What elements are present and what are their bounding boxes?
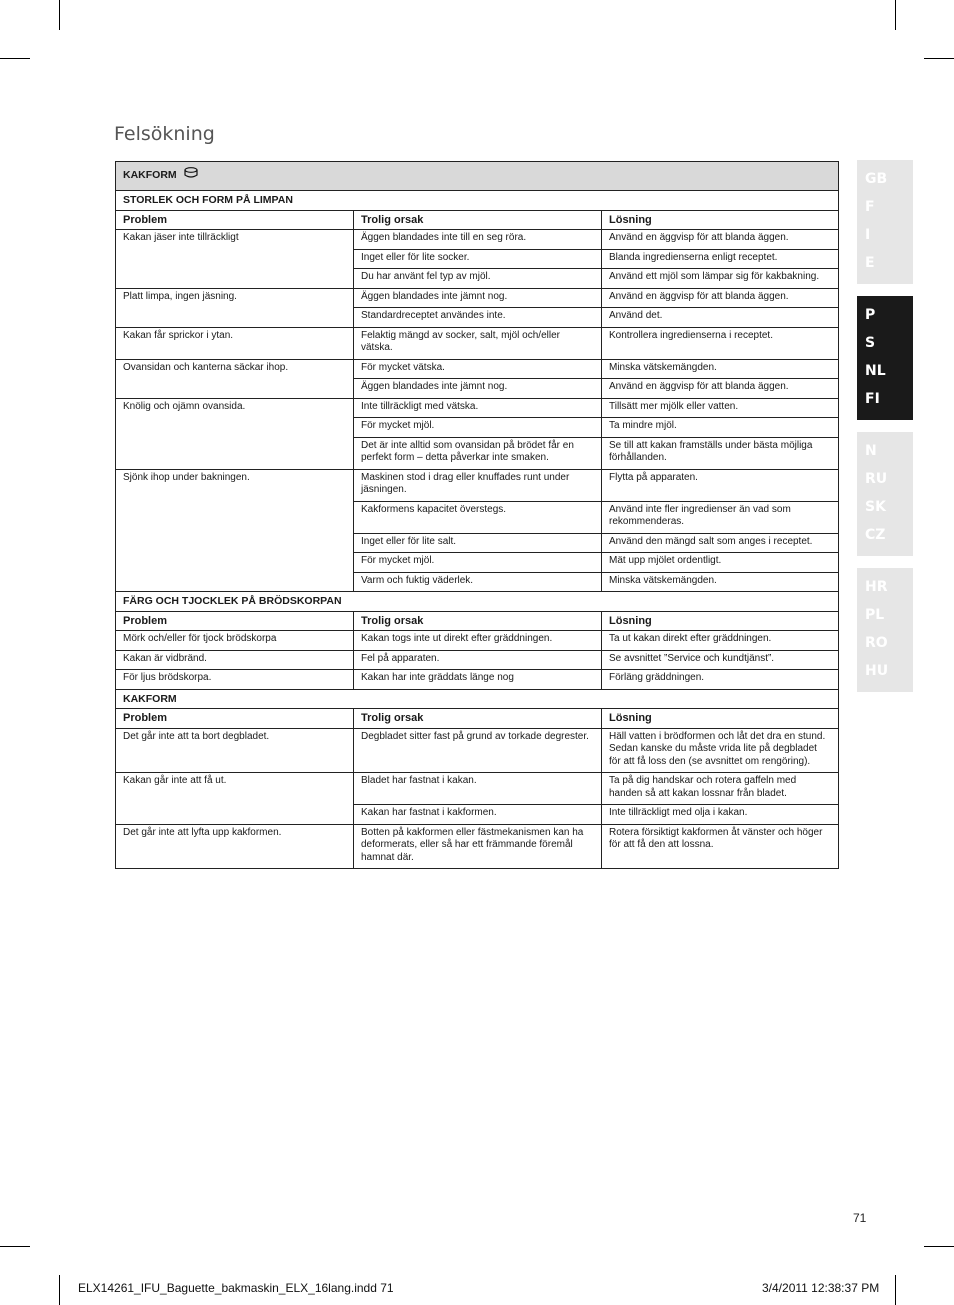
language-tab: N — [865, 443, 877, 459]
problem-cell: För ljus brödskorpa. — [116, 670, 354, 690]
problem-cell: Mörk och/eller för tjock brödskorpa — [116, 631, 354, 651]
problem-cell: Kakan får sprickor i ytan. — [116, 327, 354, 359]
language-tab: NL — [865, 363, 886, 379]
column-header: Trolig orsak — [354, 709, 602, 729]
crop-mark — [0, 58, 30, 59]
cause-cell: Bladet har fastnat i kakan. — [354, 773, 602, 805]
table-header-label: KAKFORM — [123, 169, 177, 181]
solution-cell: Häll vatten i brödformen och låt det dra en stund. Sedan kanske du måste vrida lite på degbladet för att få loss den (se avsnittet om rengöring). — [602, 728, 839, 773]
crop-mark — [0, 1246, 30, 1247]
section-title: KAKFORM — [116, 689, 839, 709]
language-tab: HU — [865, 663, 889, 679]
column-header: Problem — [116, 709, 354, 729]
language-tab: FI — [865, 391, 880, 407]
cause-cell: Fel på apparaten. — [354, 650, 602, 670]
language-tab: HR — [865, 579, 888, 595]
solution-cell: Ta ut kakan direkt efter gräddningen. — [602, 631, 839, 651]
language-tab-group — [857, 432, 913, 556]
solution-cell: Blanda ingredienserna enligt receptet. — [602, 249, 839, 269]
column-header-row — [116, 611, 839, 631]
problem-cell: Platt limpa, ingen jäsning. — [116, 288, 354, 327]
column-header: Problem — [116, 611, 354, 631]
section-title: STORLEK OCH FORM PÅ LIMPAN — [116, 191, 839, 211]
table-row — [116, 824, 839, 869]
solution-cell: Använd en äggvisp för att blanda äggen. — [602, 288, 839, 308]
cause-cell: Kakan har inte gräddats länge nog — [354, 670, 602, 690]
table-header-row — [116, 162, 839, 191]
solution-cell: Tillsätt mer mjölk eller vatten. — [602, 398, 839, 418]
table-row — [116, 773, 839, 805]
solution-cell: Förläng gräddningen. — [602, 670, 839, 690]
solution-cell: Minska vätskemängden. — [602, 572, 839, 592]
cause-cell: Standardreceptet användes inte. — [354, 308, 602, 328]
cause-cell: Kakformens kapacitet överstegs. — [354, 501, 602, 533]
problem-cell: Det går inte att ta bort degbladet. — [116, 728, 354, 773]
cause-cell: För mycket mjöl. — [354, 553, 602, 573]
column-header: Lösning — [602, 611, 839, 631]
cause-cell: Felaktig mängd av socker, salt, mjöl och/eller vätska. — [354, 327, 602, 359]
table-row — [116, 650, 839, 670]
solution-cell: Se avsnittet ”Service och kundtjänst”. — [602, 650, 839, 670]
table-row — [116, 288, 839, 308]
crop-mark — [924, 1246, 954, 1247]
problem-cell: Kakan jäser inte tillräckligt — [116, 230, 354, 289]
language-tab: P — [865, 307, 876, 323]
language-tab-group — [857, 160, 913, 284]
language-tab: I — [865, 227, 871, 243]
column-header-row — [116, 709, 839, 729]
table-row — [116, 469, 839, 501]
column-header: Lösning — [602, 210, 839, 230]
table-row — [116, 327, 839, 359]
language-tab: SK — [865, 499, 886, 515]
column-header: Trolig orsak — [354, 611, 602, 631]
section-title-row — [116, 689, 839, 709]
bread-pan-icon — [184, 167, 198, 179]
solution-cell: Flytta på apparaten. — [602, 469, 839, 501]
section-title-row — [116, 191, 839, 211]
language-tab: E — [865, 255, 875, 271]
cause-cell: Inte tillräckligt med vätska. — [354, 398, 602, 418]
column-header-row — [116, 210, 839, 230]
solution-cell: Använd det. — [602, 308, 839, 328]
cause-cell: För mycket mjöl. — [354, 418, 602, 438]
language-tab: RO — [865, 635, 888, 651]
language-tab: GB — [865, 171, 888, 187]
troubleshooting-table — [115, 161, 839, 869]
language-tab: RU — [865, 471, 888, 487]
crop-mark — [895, 0, 896, 30]
cause-cell: Inget eller för lite salt. — [354, 533, 602, 553]
cause-cell: Äggen blandades inte jämnt nog. — [354, 379, 602, 399]
section-title-row — [116, 592, 839, 612]
page-title: Felsökning — [114, 122, 215, 145]
table-row — [116, 728, 839, 773]
column-header: Problem — [116, 210, 354, 230]
solution-cell: Använd en äggvisp för att blanda äggen. — [602, 230, 839, 250]
solution-cell: Kontrollera ingredienserna i receptet. — [602, 327, 839, 359]
cause-cell: Du har använt fel typ av mjöl. — [354, 269, 602, 289]
cause-cell: Botten på kakformen eller fästmekanismen kan ha deformerats, eller så har ett främmande föremål hamnat där. — [354, 824, 602, 869]
cause-cell: Kakan togs inte ut direkt efter gräddningen. — [354, 631, 602, 651]
table-row — [116, 398, 839, 418]
crop-mark — [59, 0, 60, 30]
crop-mark — [895, 1275, 896, 1305]
column-header: Trolig orsak — [354, 210, 602, 230]
solution-cell: Använd inte fler ingredienser än vad som rekommenderas. — [602, 501, 839, 533]
solution-cell: Använd en äggvisp för att blanda äggen. — [602, 379, 839, 399]
language-tab: PL — [865, 607, 885, 623]
table-row — [116, 631, 839, 651]
table-row — [116, 670, 839, 690]
solution-cell: Mät upp mjölet ordentligt. — [602, 553, 839, 573]
language-tab-group — [857, 568, 913, 692]
cause-cell: Inget eller för lite socker. — [354, 249, 602, 269]
footer-file: ELX14261_IFU_Baguette_bakmaskin_ELX_16lang.indd 71 — [78, 1281, 394, 1295]
solution-cell: Ta på dig handskar och rotera gaffeln med handen så att kakan lossnar från bladet. — [602, 773, 839, 805]
column-header: Lösning — [602, 709, 839, 729]
crop-mark — [59, 1275, 60, 1305]
language-tab-group — [857, 296, 913, 420]
cause-cell: Degbladet sitter fast på grund av torkade degrester. — [354, 728, 602, 773]
language-tab: F — [865, 199, 875, 215]
solution-cell: Minska vätskemängden. — [602, 359, 839, 379]
cause-cell: För mycket vätska. — [354, 359, 602, 379]
solution-cell: Använd den mängd salt som anges i receptet. — [602, 533, 839, 553]
problem-cell: Det går inte att lyfta upp kakformen. — [116, 824, 354, 869]
table-row — [116, 230, 839, 250]
problem-cell: Ovansidan och kanterna säckar ihop. — [116, 359, 354, 398]
footer-date: 3/4/2011 12:38:37 PM — [762, 1281, 880, 1295]
cause-cell: Kakan har fastnat i kakformen. — [354, 805, 602, 825]
cause-cell: Det är inte alltid som ovansidan på brödet får en perfekt form – detta påverkar inte smaken. — [354, 437, 602, 469]
solution-cell: Använd ett mjöl som lämpar sig för kakbakning. — [602, 269, 839, 289]
cause-cell: Äggen blandades inte till en seg röra. — [354, 230, 602, 250]
solution-cell: Rotera försiktigt kakformen åt vänster och höger för att få den att lossna. — [602, 824, 839, 869]
problem-cell: Kakan är vidbränd. — [116, 650, 354, 670]
problem-cell: Kakan går inte att få ut. — [116, 773, 354, 825]
solution-cell: Ta mindre mjöl. — [602, 418, 839, 438]
page-number: 71 — [853, 1211, 867, 1225]
section-title: FÄRG OCH TJOCKLEK PÅ BRÖDSKORPAN — [116, 592, 839, 612]
language-tab: CZ — [865, 527, 886, 543]
language-tab: S — [865, 335, 876, 351]
problem-cell: Knölig och ojämn ovansida. — [116, 398, 354, 469]
cause-cell: Maskinen stod i drag eller knuffades runt under jäsningen. — [354, 469, 602, 501]
table-row — [116, 359, 839, 379]
cause-cell: Äggen blandades inte jämnt nog. — [354, 288, 602, 308]
problem-cell: Sjönk ihop under bakningen. — [116, 469, 354, 592]
cause-cell: Varm och fuktig väderlek. — [354, 572, 602, 592]
crop-mark — [924, 58, 954, 59]
solution-cell: Se till att kakan framställs under bästa möjliga förhållanden. — [602, 437, 839, 469]
solution-cell: Inte tillräckligt med olja i kakan. — [602, 805, 839, 825]
